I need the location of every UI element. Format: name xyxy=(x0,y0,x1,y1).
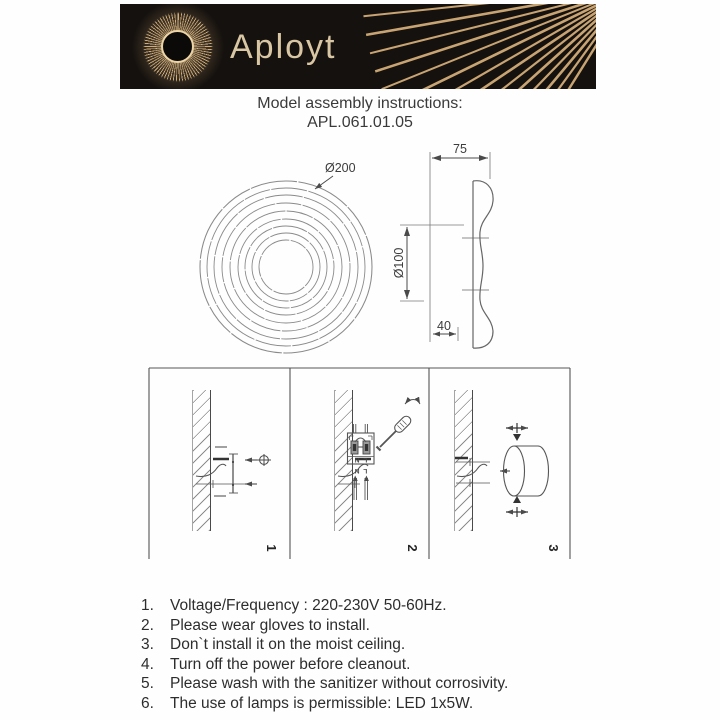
instruction-item xyxy=(141,635,611,655)
instruction-item xyxy=(141,616,611,636)
instruction-text: The use of lamps is permissible: LED 1x5W. xyxy=(170,694,474,712)
instruction-number: 4. xyxy=(141,655,154,673)
screwdriver-icon xyxy=(377,400,421,451)
step-panel-2-drawing xyxy=(338,400,420,501)
front-view-drawing xyxy=(200,176,372,353)
screw-icon xyxy=(257,454,271,466)
rotation-arrow-icon xyxy=(506,423,528,433)
mounting-bracket xyxy=(229,454,238,493)
wire-hook xyxy=(457,464,487,476)
lamp-cylinder xyxy=(504,446,549,496)
step-number-3: 3 xyxy=(546,544,561,552)
brand-wordmark: Aployt xyxy=(230,28,337,66)
instruction-number: 6. xyxy=(141,694,154,712)
instruction-text: Please wash with the sanitizer without corrosivity. xyxy=(170,675,509,692)
dim-label-outer-diameter: Ø200 xyxy=(325,161,356,175)
instruction-text: Don`t install it on the moist ceiling. xyxy=(170,636,406,653)
model-number: APL.061.01.05 xyxy=(307,114,413,131)
instruction-number: 3. xyxy=(141,636,154,653)
instruction-text: Voltage/Frequency : 220-230V 50-60Hz. xyxy=(170,597,447,614)
terminal-ln-label: L N xyxy=(353,456,368,463)
instruction-item xyxy=(141,596,611,616)
instruction-item xyxy=(141,694,611,714)
instructions-list xyxy=(141,596,611,713)
step-panel-3-drawing xyxy=(455,423,549,517)
rotation-arrow-icon xyxy=(506,507,528,517)
dim-label-depth: 75 xyxy=(453,142,467,156)
instruction-item xyxy=(141,674,611,694)
dim-label-inner-diameter: Ø100 xyxy=(392,247,406,279)
page-title: Model assembly instructions: xyxy=(257,95,463,112)
instruction-text: Please wear gloves to install. xyxy=(170,616,370,634)
instruction-number: 5. xyxy=(141,675,154,692)
step-number-1: 1 xyxy=(264,544,279,552)
wires-ln-label: L N xyxy=(353,467,368,474)
step-number-2: 2 xyxy=(405,544,420,552)
rotation-arrow-icon xyxy=(405,400,420,405)
step-panel-1-drawing xyxy=(196,447,271,496)
instruction-item xyxy=(141,655,611,675)
instruction-text: Turn off the power before cleanout. xyxy=(170,655,411,673)
dim-label-edge-depth: 40 xyxy=(437,319,451,333)
instruction-number: 2. xyxy=(141,616,154,634)
instruction-number: 1. xyxy=(141,597,154,614)
wire-hook xyxy=(196,464,226,476)
